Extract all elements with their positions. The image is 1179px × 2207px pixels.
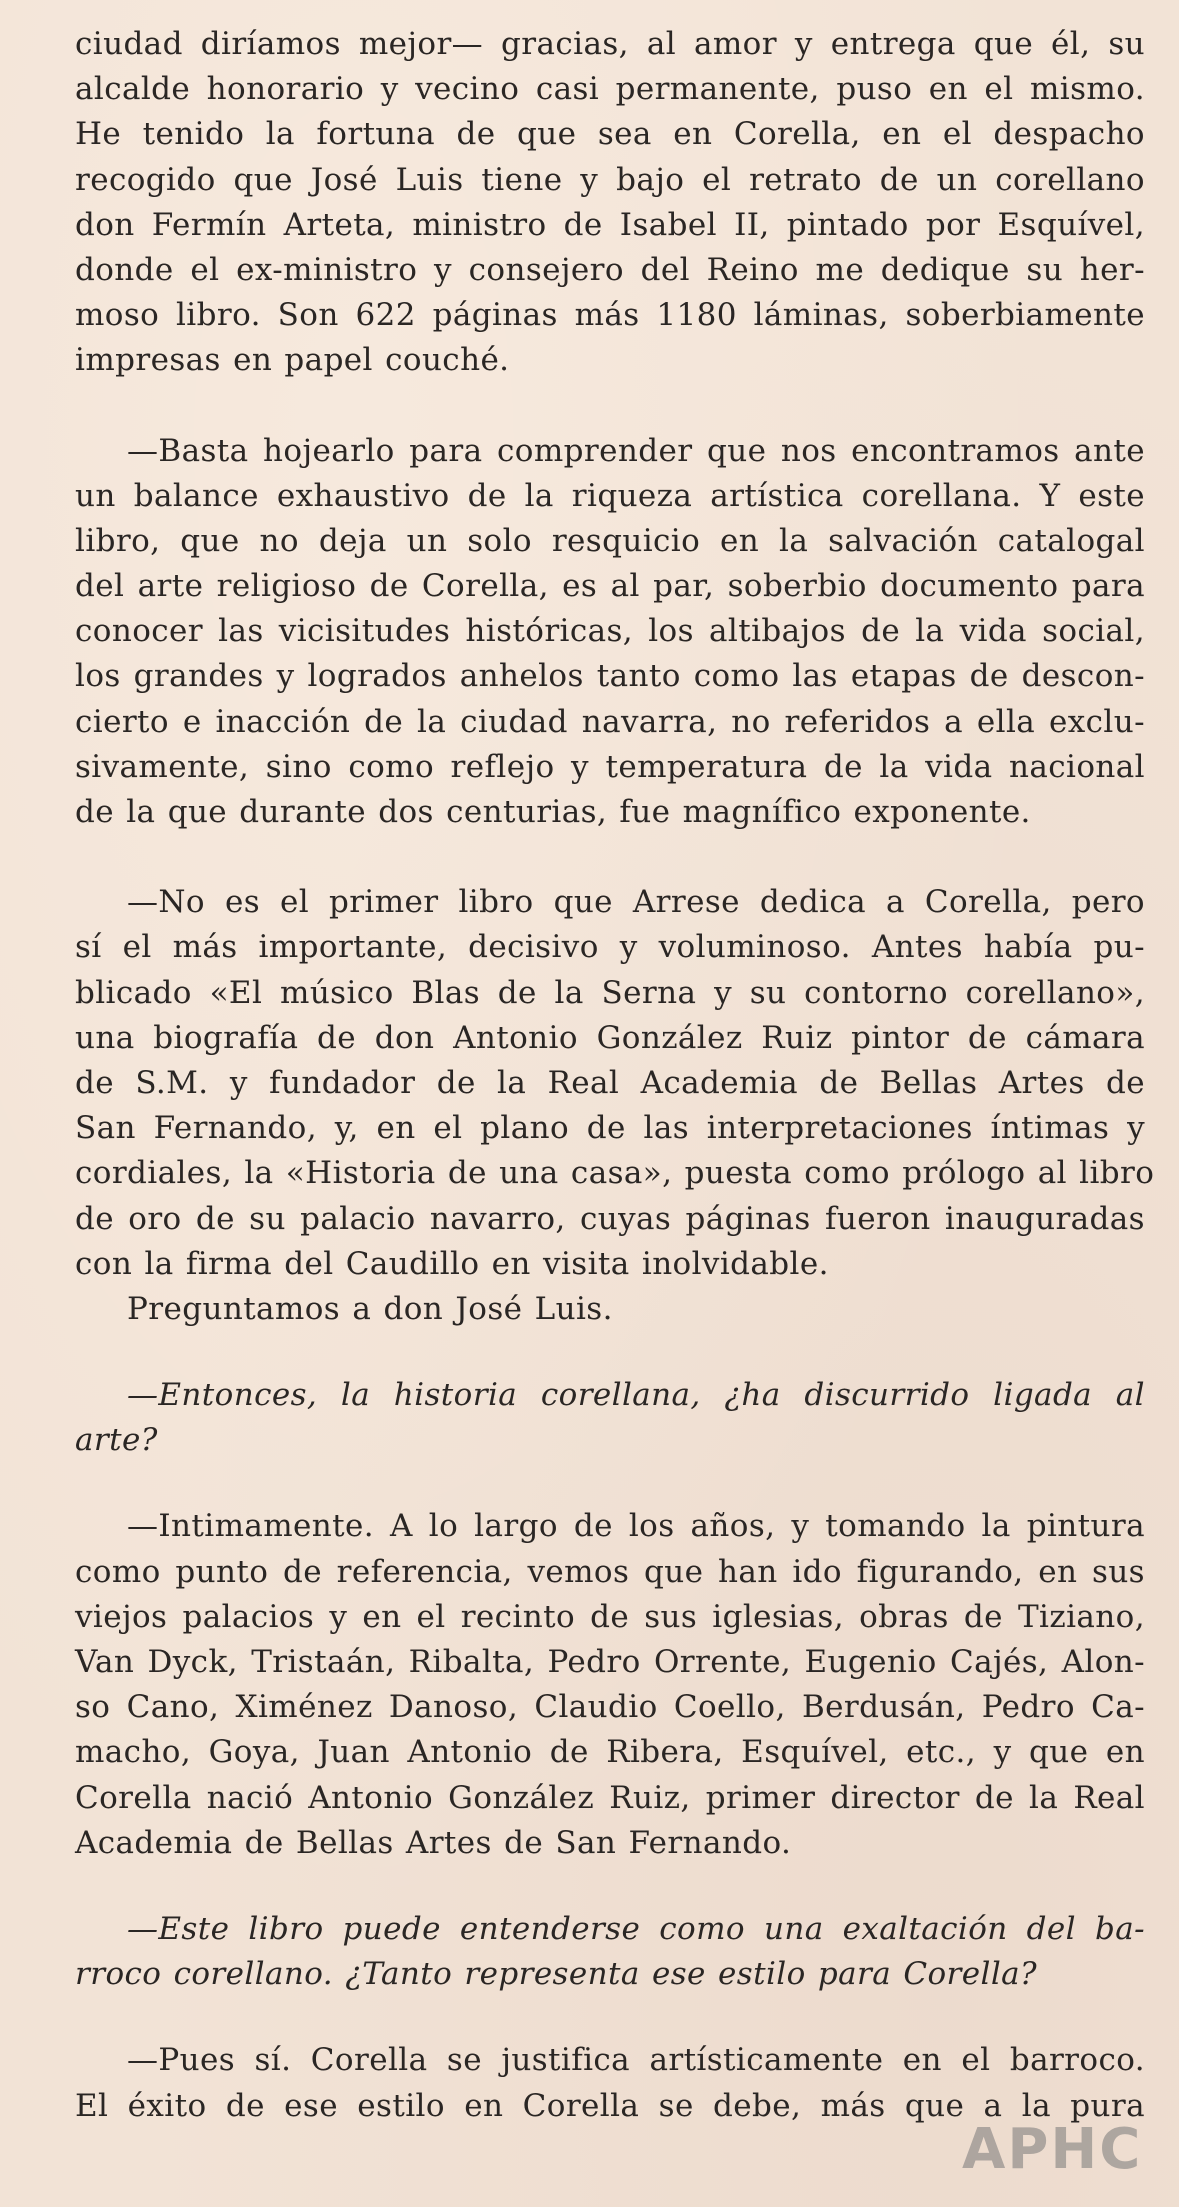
- text-line: macho, Goya, Juan Antonio de Ribera, Esquível, etc., y que en: [75, 1734, 1145, 1771]
- text-line: —Este libro puede entenderse como una exaltación del ba-: [127, 1910, 1145, 1947]
- text-line: sivamente, sino como reflejo y temperatura de la vida nacional: [75, 748, 1145, 785]
- text-line: San Fernando, y, en el plano de las interpretaciones íntimas y: [75, 1110, 1145, 1147]
- paragraph-gap: [75, 384, 1145, 429]
- text-line: cordiales, la «Historia de una casa», puesta como prólogo al libro: [75, 1155, 1155, 1192]
- text-line: —No es el primer libro que Arrese dedica a Corella, pero: [127, 884, 1145, 921]
- text-line: Preguntamos a don José Luis.: [127, 1290, 613, 1327]
- paragraph-gap: [75, 1463, 1145, 1504]
- watermark-logo: APHC: [962, 2117, 1143, 2182]
- paragraph: [75, 2038, 1145, 2128]
- text-line: cierto e inacción de la ciudad navarra, no referidos a ella exclu-: [75, 703, 1145, 740]
- text-line: de S.M. y fundador de la Real Academia de Bellas Artes de: [75, 1064, 1145, 1101]
- text-line: los grandes y logrados anhelos tanto como las etapas de descon-: [75, 658, 1145, 695]
- text-line: de la que durante dos centurias, fue magnífico exponente.: [75, 794, 1031, 830]
- paragraph: [75, 880, 1155, 1287]
- text-line: de oro de su palacio navarro, cuyas páginas fueron inauguradas: [75, 1200, 1145, 1237]
- text-line: conocer las vicisitudes históricas, los altibajos de la vida social,: [75, 613, 1145, 650]
- text-line: ciudad diríamos mejor— gracias, al amor y entrega que él, su: [75, 26, 1145, 62]
- text-line: arte?: [75, 1422, 158, 1459]
- text-line: con la firma del Caudillo en visita inolvidable.: [75, 1245, 829, 1282]
- text-line: viejos palacios y en el recinto de sus iglesias, obras de Tiziano,: [75, 1598, 1145, 1635]
- text-line: El éxito de ese estilo en Corella se debe, más que a la pura: [75, 2087, 1145, 2124]
- paragraph: [75, 1504, 1145, 1866]
- text-line: del arte religioso de Corella, es al par, soberbio documento para: [75, 568, 1145, 605]
- text-line: libro, que no deja un solo resquicio en la salvación catalogal: [75, 522, 1145, 559]
- paragraph-gap: [75, 1997, 1145, 2038]
- paragraph-gap: [75, 1866, 1145, 1907]
- text-line: Academia de Bellas Artes de San Fernando.: [75, 1824, 792, 1861]
- article-text: [75, 22, 1155, 2129]
- text-line: —Entonces, la historia corellana, ¿ha discurrido ligada al: [127, 1377, 1145, 1414]
- text-line: impresas en papel couché.: [75, 342, 510, 379]
- text-line: recogido que José Luis tiene y bajo el retrato de un corellano: [75, 161, 1145, 198]
- paragraph: [75, 1287, 1145, 1332]
- paragraph: [75, 22, 1145, 384]
- text-line: un balance exhaustivo de la riqueza artística corellana. Y este: [75, 477, 1145, 514]
- text-line: Corella nació Antonio González Ruiz, primer director de la Real: [75, 1779, 1145, 1816]
- text-line: rroco corellano. ¿Tanto representa ese estilo para Corella?: [75, 1956, 1038, 1993]
- text-line: como punto de referencia, vemos que han ido figurando, en sus: [75, 1553, 1145, 1590]
- text-line: sí el más importante, decisivo y voluminoso. Antes había pu-: [75, 929, 1145, 966]
- text-line: Van Dyck, Tristaán, Ribalta, Pedro Orrente, Eugenio Cajés, Alon-: [75, 1644, 1145, 1680]
- text-line: una biografía de don Antonio González Ruiz pintor de cámara: [75, 1019, 1145, 1056]
- paragraph-gap: [75, 835, 1145, 880]
- text-line: alcalde honorario y vecino casi permanente, puso en el mismo.: [75, 71, 1145, 108]
- text-line: so Cano, Ximénez Danoso, Claudio Coello, Berdusán, Pedro Ca-: [75, 1689, 1145, 1726]
- paragraph-gap: [75, 1332, 1145, 1373]
- text-line: moso libro. Son 622 páginas más 1180 láminas, soberbiamente: [75, 297, 1145, 334]
- interview-question: [75, 1373, 1145, 1463]
- text-line: —Intimamente. A lo largo de los años, y tomando la pintura: [127, 1508, 1145, 1545]
- text-line: He tenido la fortuna de que sea en Corella, en el despacho: [75, 116, 1145, 153]
- text-line: —Pues sí. Corella se justifica artísticamente en el barroco.: [127, 2042, 1145, 2079]
- paragraph: [75, 429, 1145, 836]
- text-line: —Basta hojearlo para comprender que nos encontramos ante: [127, 432, 1145, 469]
- interview-question: [75, 1907, 1145, 1997]
- text-line: blicado «El músico Blas de la Serna y su contorno corellano»,: [75, 974, 1145, 1011]
- text-line: donde el ex-ministro y consejero del Reino me dedique su her-: [75, 251, 1145, 288]
- text-line: don Fermín Arteta, ministro de Isabel II, pintado por Esquível,: [75, 206, 1145, 243]
